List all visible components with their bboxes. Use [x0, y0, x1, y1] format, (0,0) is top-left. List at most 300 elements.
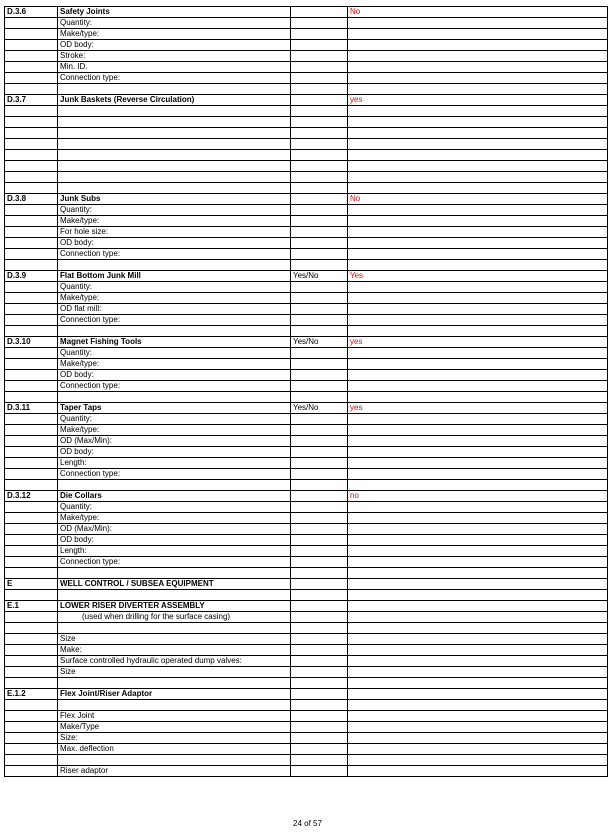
- section-code: [5, 161, 58, 172]
- option-cell: [291, 84, 348, 95]
- section-row: [5, 337, 608, 348]
- answer-cell: Yes: [348, 271, 608, 282]
- section-code: [5, 535, 58, 546]
- table-row: [5, 634, 608, 645]
- table-row: [5, 62, 608, 73]
- answer-cell: [348, 293, 608, 304]
- section-code: [5, 238, 58, 249]
- answer-cell: [348, 612, 608, 623]
- option-cell: [291, 766, 348, 777]
- section-code: [5, 370, 58, 381]
- answer-cell: [348, 260, 608, 271]
- item-label: Quantity:: [58, 348, 291, 359]
- section-code: [5, 447, 58, 458]
- section-code: E: [5, 579, 58, 590]
- option-cell: [291, 524, 348, 535]
- answer-cell: [348, 535, 608, 546]
- answer-cell: [348, 117, 608, 128]
- table-row: [5, 447, 608, 458]
- answer-cell: [348, 205, 608, 216]
- section-code: [5, 414, 58, 425]
- item-label: OD flat mill:: [58, 304, 291, 315]
- answer-cell: no: [348, 491, 608, 502]
- option-cell: [291, 711, 348, 722]
- section-code: [5, 183, 58, 194]
- table-row: [5, 678, 608, 689]
- answer-cell: [348, 315, 608, 326]
- section-code: [5, 381, 58, 392]
- answer-cell: No: [348, 194, 608, 205]
- option-cell: [291, 722, 348, 733]
- item-label: Make:: [58, 645, 291, 656]
- item-label: Flex Joint: [58, 711, 291, 722]
- item-label: For hole size:: [58, 227, 291, 238]
- option-cell: [291, 392, 348, 403]
- option-cell: [291, 436, 348, 447]
- answer-cell: [348, 601, 608, 612]
- section-code: [5, 590, 58, 601]
- option-cell: [291, 29, 348, 40]
- item-label: Size:: [58, 733, 291, 744]
- option-cell: [291, 194, 348, 205]
- section-code: E.1: [5, 601, 58, 612]
- table-row: [5, 359, 608, 370]
- item-label: Make/type:: [58, 29, 291, 40]
- section-code: D.3.11: [5, 403, 58, 414]
- answer-cell: [348, 414, 608, 425]
- section-code: [5, 623, 58, 634]
- option-cell: [291, 634, 348, 645]
- item-label: Quantity:: [58, 205, 291, 216]
- item-label: Connection type:: [58, 249, 291, 260]
- section-code: [5, 348, 58, 359]
- item-label: WELL CONTROL / SUBSEA EQUIPMENT: [58, 579, 291, 590]
- answer-cell: [348, 326, 608, 337]
- option-cell: [291, 546, 348, 557]
- section-code: [5, 18, 58, 29]
- answer-cell: [348, 249, 608, 260]
- item-label: OD body:: [58, 370, 291, 381]
- section-code: [5, 260, 58, 271]
- option-cell: [291, 590, 348, 601]
- section-code: [5, 172, 58, 183]
- item-label: Max. deflection: [58, 744, 291, 755]
- answer-cell: [348, 29, 608, 40]
- option-cell: [291, 469, 348, 480]
- section-code: [5, 722, 58, 733]
- option-cell: [291, 161, 348, 172]
- item-label: Quantity:: [58, 502, 291, 513]
- table-row: [5, 161, 608, 172]
- option-cell: [291, 557, 348, 568]
- section-code: D.3.7: [5, 95, 58, 106]
- item-label: Safety Joints: [58, 7, 291, 18]
- item-label: [58, 480, 291, 491]
- item-label: Size: [58, 634, 291, 645]
- section-code: [5, 249, 58, 260]
- section-code: [5, 293, 58, 304]
- section-code: [5, 117, 58, 128]
- option-cell: [291, 40, 348, 51]
- section-code: [5, 282, 58, 293]
- answer-cell: [348, 73, 608, 84]
- table-row: [5, 414, 608, 425]
- answer-cell: [348, 744, 608, 755]
- option-cell: [291, 700, 348, 711]
- section-code: [5, 667, 58, 678]
- answer-cell: [348, 711, 608, 722]
- item-label: Die Collars: [58, 491, 291, 502]
- item-label: Surface controlled hydraulic operated dump valves:: [58, 656, 291, 667]
- item-label: Junk Baskets (Reverse Circulation): [58, 95, 291, 106]
- answer-cell: [348, 238, 608, 249]
- table-row: [5, 502, 608, 513]
- section-code: [5, 458, 58, 469]
- option-cell: [291, 293, 348, 304]
- option-cell: [291, 359, 348, 370]
- answer-cell: [348, 62, 608, 73]
- item-label: Connection type:: [58, 315, 291, 326]
- section-code: [5, 62, 58, 73]
- item-label: Connection type:: [58, 381, 291, 392]
- table-row: [5, 513, 608, 524]
- table-row: [5, 249, 608, 260]
- item-label: Stroke:: [58, 51, 291, 62]
- section-code: [5, 128, 58, 139]
- table-row: [5, 238, 608, 249]
- option-cell: [291, 238, 348, 249]
- option-cell: [291, 73, 348, 84]
- answer-cell: [348, 51, 608, 62]
- option-cell: [291, 370, 348, 381]
- answer-cell: [348, 370, 608, 381]
- option-cell: [291, 150, 348, 161]
- option-cell: [291, 755, 348, 766]
- answer-cell: [348, 579, 608, 590]
- section-row: [5, 194, 608, 205]
- table-row: [5, 392, 608, 403]
- option-cell: [291, 458, 348, 469]
- item-label: OD (Max/Min):: [58, 436, 291, 447]
- item-label: [58, 172, 291, 183]
- item-label: [58, 326, 291, 337]
- answer-cell: [348, 161, 608, 172]
- answer-cell: [348, 216, 608, 227]
- table-row: [5, 40, 608, 51]
- table-row: [5, 590, 608, 601]
- item-label: Make/type:: [58, 293, 291, 304]
- option-cell: [291, 62, 348, 73]
- table-row: [5, 733, 608, 744]
- table-row: [5, 535, 608, 546]
- table-row: [5, 304, 608, 315]
- item-label: [58, 755, 291, 766]
- table-row: [5, 469, 608, 480]
- item-label: Quantity:: [58, 18, 291, 29]
- page-number: 24 of 57: [293, 819, 322, 828]
- option-cell: [291, 645, 348, 656]
- table-row: [5, 282, 608, 293]
- option-cell: Yes/No: [291, 271, 348, 282]
- answer-cell: [348, 733, 608, 744]
- section-code: D.3.10: [5, 337, 58, 348]
- table-row: [5, 568, 608, 579]
- option-cell: [291, 95, 348, 106]
- item-label: Quantity:: [58, 414, 291, 425]
- answer-cell: [348, 183, 608, 194]
- item-label: [58, 106, 291, 117]
- option-cell: [291, 480, 348, 491]
- option-cell: [291, 282, 348, 293]
- option-cell: [291, 183, 348, 194]
- answer-cell: [348, 172, 608, 183]
- item-label: [58, 139, 291, 150]
- item-label: (used when drilling for the surface casing): [58, 612, 291, 623]
- section-code: [5, 139, 58, 150]
- option-cell: [291, 579, 348, 590]
- item-label: Length:: [58, 546, 291, 557]
- table-row: [5, 315, 608, 326]
- item-label: Flat Bottom Junk Mill: [58, 271, 291, 282]
- table-row: [5, 656, 608, 667]
- table-row: [5, 51, 608, 62]
- answer-cell: yes: [348, 337, 608, 348]
- section-code: [5, 436, 58, 447]
- item-label: Junk Subs: [58, 194, 291, 205]
- table-row: [5, 755, 608, 766]
- item-label: OD body:: [58, 40, 291, 51]
- section-code: [5, 40, 58, 51]
- answer-cell: [348, 106, 608, 117]
- table-row: [5, 623, 608, 634]
- section-code: [5, 546, 58, 557]
- answer-cell: [348, 84, 608, 95]
- option-cell: [291, 667, 348, 678]
- section-code: [5, 766, 58, 777]
- item-label: [58, 260, 291, 271]
- table-row: [5, 480, 608, 491]
- item-label: OD body:: [58, 535, 291, 546]
- item-label: Quantity:: [58, 282, 291, 293]
- item-label: Taper Taps: [58, 403, 291, 414]
- item-label: [58, 568, 291, 579]
- item-label: [58, 150, 291, 161]
- section-code: [5, 29, 58, 40]
- section-code: [5, 425, 58, 436]
- answer-cell: [348, 524, 608, 535]
- answer-cell: [348, 480, 608, 491]
- option-cell: [291, 326, 348, 337]
- item-label: [58, 392, 291, 403]
- table-row: [5, 645, 608, 656]
- item-label: Make/type:: [58, 216, 291, 227]
- item-label: [58, 128, 291, 139]
- answer-cell: [348, 689, 608, 700]
- answer-cell: [348, 150, 608, 161]
- answer-cell: [348, 18, 608, 29]
- section-code: [5, 480, 58, 491]
- item-label: [58, 117, 291, 128]
- option-cell: Yes/No: [291, 403, 348, 414]
- answer-cell: [348, 359, 608, 370]
- option-cell: [291, 7, 348, 18]
- option-cell: [291, 106, 348, 117]
- table-row: [5, 700, 608, 711]
- answer-cell: [348, 546, 608, 557]
- table-row: [5, 172, 608, 183]
- answer-cell: [348, 568, 608, 579]
- option-cell: [291, 205, 348, 216]
- answer-cell: [348, 139, 608, 150]
- table-row: [5, 205, 608, 216]
- answer-cell: [348, 590, 608, 601]
- section-code: [5, 612, 58, 623]
- table-row: [5, 18, 608, 29]
- option-cell: [291, 51, 348, 62]
- item-label: [58, 590, 291, 601]
- section-code: D.3.6: [5, 7, 58, 18]
- answer-cell: [348, 634, 608, 645]
- option-cell: [291, 172, 348, 183]
- section-code: [5, 678, 58, 689]
- table-row: [5, 381, 608, 392]
- item-label: [58, 84, 291, 95]
- table-row: [5, 744, 608, 755]
- option-cell: [291, 744, 348, 755]
- section-code: D.3.8: [5, 194, 58, 205]
- answer-cell: [348, 40, 608, 51]
- section-code: [5, 51, 58, 62]
- table-row: [5, 667, 608, 678]
- answer-cell: No: [348, 7, 608, 18]
- answer-cell: [348, 755, 608, 766]
- answer-cell: [348, 381, 608, 392]
- section-code: [5, 469, 58, 480]
- option-cell: [291, 139, 348, 150]
- answer-cell: [348, 304, 608, 315]
- table-row: [5, 29, 608, 40]
- answer-cell: yes: [348, 95, 608, 106]
- table-row: [5, 260, 608, 271]
- option-cell: [291, 227, 348, 238]
- option-cell: [291, 612, 348, 623]
- answer-cell: [348, 502, 608, 513]
- item-label: Size: [58, 667, 291, 678]
- table-row: [5, 557, 608, 568]
- section-code: [5, 315, 58, 326]
- section-row: [5, 7, 608, 18]
- table-row: [5, 612, 608, 623]
- option-cell: Yes/No: [291, 337, 348, 348]
- section-code: [5, 557, 58, 568]
- item-label: [58, 183, 291, 194]
- option-cell: [291, 535, 348, 546]
- answer-cell: [348, 645, 608, 656]
- item-label: Make/Type: [58, 722, 291, 733]
- section-code: D.3.9: [5, 271, 58, 282]
- section-row: [5, 601, 608, 612]
- section-code: [5, 700, 58, 711]
- answer-cell: [348, 436, 608, 447]
- option-cell: [291, 315, 348, 326]
- section-code: [5, 755, 58, 766]
- table-row: [5, 84, 608, 95]
- option-cell: [291, 689, 348, 700]
- section-code: [5, 359, 58, 370]
- item-label: Connection type:: [58, 557, 291, 568]
- section-code: [5, 744, 58, 755]
- answer-cell: [348, 678, 608, 689]
- table-row: [5, 227, 608, 238]
- table-row: [5, 458, 608, 469]
- answer-cell: [348, 425, 608, 436]
- option-cell: [291, 216, 348, 227]
- table-row: [5, 117, 608, 128]
- table-row: [5, 293, 608, 304]
- option-cell: [291, 656, 348, 667]
- option-cell: [291, 601, 348, 612]
- answer-cell: [348, 447, 608, 458]
- item-label: OD (Max/Min):: [58, 524, 291, 535]
- option-cell: [291, 381, 348, 392]
- option-cell: [291, 128, 348, 139]
- answer-cell: [348, 722, 608, 733]
- item-label: Length:: [58, 458, 291, 469]
- answer-cell: yes: [348, 403, 608, 414]
- option-cell: [291, 249, 348, 260]
- item-label: OD body:: [58, 238, 291, 249]
- table-row: [5, 425, 608, 436]
- section-row: [5, 403, 608, 414]
- answer-cell: [348, 623, 608, 634]
- table-row: [5, 326, 608, 337]
- option-cell: [291, 568, 348, 579]
- table-row: [5, 106, 608, 117]
- option-cell: [291, 678, 348, 689]
- section-code: [5, 304, 58, 315]
- table-row: [5, 524, 608, 535]
- section-code: [5, 84, 58, 95]
- section-row: [5, 579, 608, 590]
- item-label: Connection type:: [58, 73, 291, 84]
- option-cell: [291, 733, 348, 744]
- table-row: [5, 546, 608, 557]
- table-row: [5, 216, 608, 227]
- section-code: [5, 656, 58, 667]
- item-label: [58, 678, 291, 689]
- answer-cell: [348, 282, 608, 293]
- item-label: Riser adaptor: [58, 766, 291, 777]
- option-cell: [291, 117, 348, 128]
- table-row: [5, 722, 608, 733]
- section-code: [5, 524, 58, 535]
- section-code: [5, 205, 58, 216]
- answer-cell: [348, 700, 608, 711]
- item-label: OD body:: [58, 447, 291, 458]
- option-cell: [291, 513, 348, 524]
- option-cell: [291, 414, 348, 425]
- answer-cell: [348, 227, 608, 238]
- table-row: [5, 128, 608, 139]
- option-cell: [291, 502, 348, 513]
- option-cell: [291, 447, 348, 458]
- section-code: [5, 326, 58, 337]
- item-label: [58, 623, 291, 634]
- item-label: Make/type:: [58, 425, 291, 436]
- answer-cell: [348, 392, 608, 403]
- answer-cell: [348, 766, 608, 777]
- section-code: D.3.12: [5, 491, 58, 502]
